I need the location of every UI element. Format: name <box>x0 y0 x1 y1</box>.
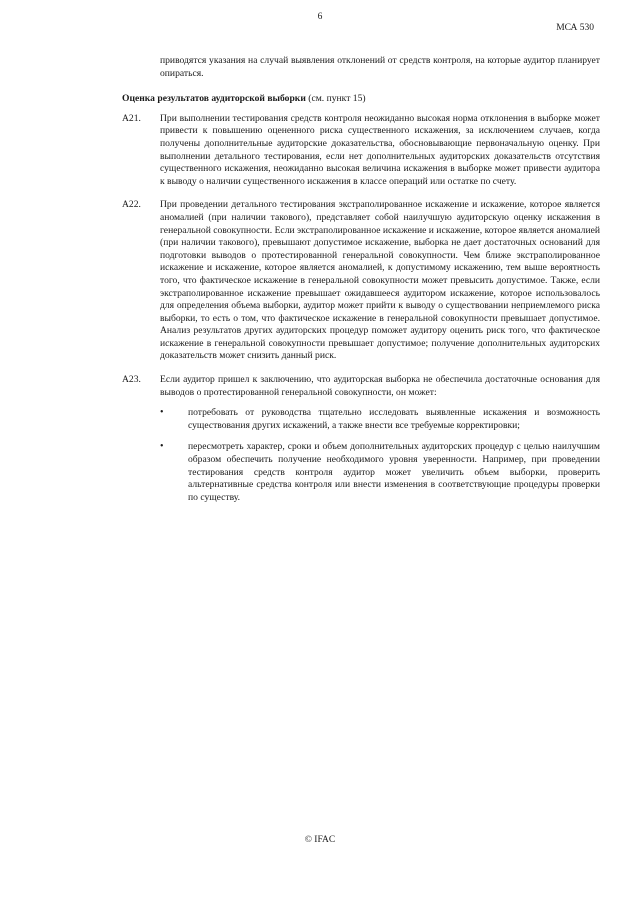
section-title: Оценка результатов аудиторской выборки <box>122 93 306 105</box>
paragraph-number: A22. <box>122 199 141 211</box>
intro-paragraph: приводятся указания на случай выявления отклонений от средств контроля, на которые аудитор планирует опираться. <box>160 55 600 79</box>
paragraph-a23 <box>122 374 600 513</box>
bullet-list <box>160 407 600 504</box>
document-body <box>122 55 600 524</box>
section-heading <box>122 93 600 106</box>
section-reference: (см. пункт 15) <box>308 93 366 105</box>
document-code: МСА 530 <box>556 23 594 33</box>
paragraph-a22 <box>122 199 600 363</box>
paragraph-text: При проведении детального тестирования экстраполированное искажение и искажение, которое является аномалией (при наличии такового), представляет собой наилучшую аудиторскую оценку искажения в генеральной совокупности. Если экстраполированное искажение и искажение, которое является аномалией (при наличии такового), превышают допустимое искажение, выборка не дает достаточных оснований для подготовки выводов о протестированной генеральной совокупности. Чем ближе экстраполированное искажение и искажение, которое является аномалией, к допустимому искажению, тем выше вероятность того, что фактическое искажение в генеральной совокупности может превысить допустимое. Также, если экстраполированное искажение превышает ожидавшееся аудитором искажение, которое использовалось для определения объема выборки, аудитор может прийти к выводу о существовании неприемлемого риска выборки, то есть о том, что фактическое искажение в генеральной совокупности превышает допустимое. Анализ результатов других аудиторских процедур поможет аудитору оценить риск того, что фактическое искажение в генеральной совокупности превышает допустимое; получение дополнительных аудиторских доказательств может снизить данный риск. <box>160 199 600 362</box>
bullet-icon: • <box>160 407 164 419</box>
bullet-icon: • <box>160 441 164 453</box>
paragraph-text: Если аудитор пришел к заключению, что аудиторская выборка не обеспечила достаточные основания для выводов о протестированной генеральной совокупности, он может: <box>160 374 600 398</box>
paragraph-a21 <box>122 113 600 189</box>
footer-copyright: © IFAC <box>304 835 336 845</box>
list-item-text: потребовать от руководства тщательно исследовать выявленные искажения и возможность существования других искажений, а также внести все требуемые корректировки; <box>188 407 600 431</box>
list-item <box>160 407 600 432</box>
page-number: 6 <box>317 12 323 22</box>
list-item-text: пересмотреть характер, сроки и объем дополнительных аудиторских процедур с целью наилучшим образом обеспечить получение необходимого уровня уверенности. Например, при проведении тестирования средств контроля аудитор может увеличить объем выборки, проверить альтернативные средства контроля или внести изменения в соответствующие процедуры проверки по существу. <box>188 441 600 503</box>
list-item <box>160 441 600 504</box>
paragraph-number: A21. <box>122 112 141 124</box>
paragraph-body <box>160 374 600 513</box>
paragraph-number: A23. <box>122 374 141 386</box>
paragraph-text: При выполнении тестирования средств контроля неожиданно высокая норма отклонения в выборке может привести к повышению оцененного риска существенного искажения, за исключением случаев, когда получены дополнительные аудиторские доказательства, обосновывающие первоначальную оценку. При выполнении детального тестирования, если нет дополнительных аудиторских доказательств отсутствия существенного искажения, неожиданно высокая величина искажения в выборке может привести аудитора к выводу о наличии существенного искажения в классе операций или остатке по счету. <box>160 112 600 187</box>
